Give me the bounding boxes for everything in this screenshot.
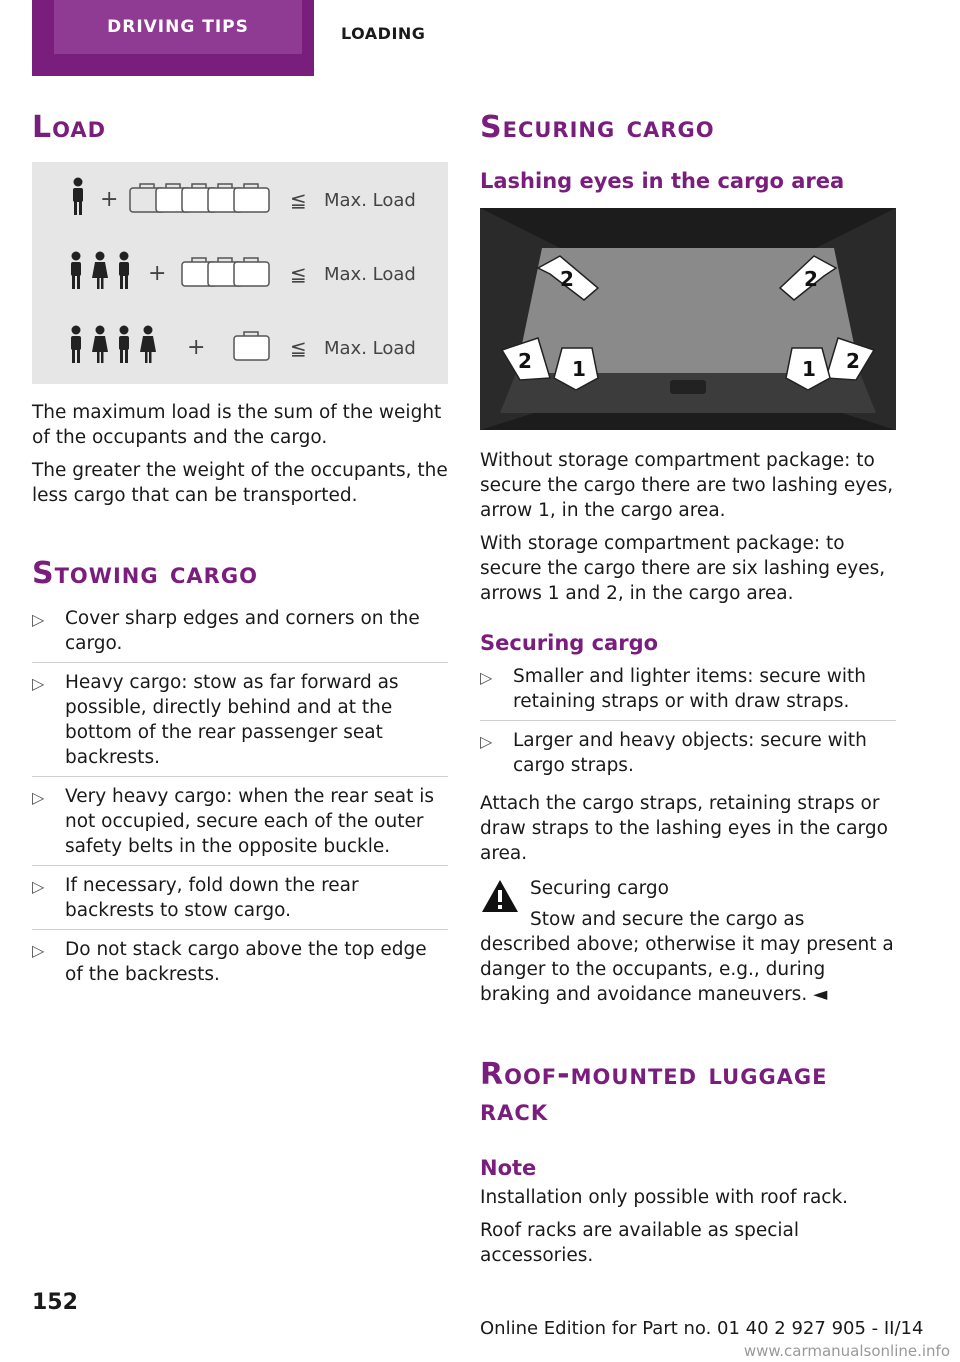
watermark: www.carmanualsonline.info: [743, 1342, 950, 1360]
edition-footer: Online Edition for Part no. 01 40 2 927 905 - II/14: [480, 1318, 924, 1339]
securing-paragraph-2: With storage compartment package: to secure the cargo there are six lashing eyes, arrows 1 and 2, in the cargo area.: [480, 533, 886, 604]
list-item: ▷ Larger and heavy objects: secure with cargo straps.: [480, 730, 867, 776]
suitcase-icon: [234, 332, 269, 360]
list-item: ▷ Cover sharp edges and corners on the cargo.: [32, 606, 448, 663]
max-load-label: Max. Load: [324, 264, 416, 285]
securing-cargo-subheading: Securing cargo: [480, 631, 659, 655]
section-title: LOADING: [341, 24, 426, 43]
max-load-label: Max. Load: [324, 338, 416, 359]
warning-text: Stow and secure the cargo as described above; otherwise it may present a danger to the occupants, e.g., during braking and avoidance maneuvers. ◄: [480, 909, 894, 1005]
triangle-bullet-icon: ▷: [480, 732, 493, 751]
roof-paragraph-2: Roof racks are available as special accessories.: [480, 1220, 799, 1266]
svg-text:+: +: [187, 335, 206, 360]
chapter-tab: [32, 0, 314, 76]
roof-rack-heading: Roof-mounted luggage rack: [480, 1057, 828, 1128]
svg-text:+: +: [148, 261, 167, 286]
triangle-bullet-icon: ▷: [32, 610, 45, 629]
list-item: ▷ If necessary, fold down the rear backrests to stow cargo.: [32, 873, 448, 930]
svg-text:≦: ≦: [290, 336, 307, 360]
load-figure: [32, 162, 448, 384]
securing-paragraph-1: Without storage compartment package: to secure the cargo there are two lashing eyes, arrow 1, in the cargo area.: [480, 450, 894, 521]
max-load-label: Max. Load: [324, 190, 416, 211]
securing-paragraph-3: Attach the cargo straps, retaining straps or draw straps to the lashing eyes in the cargo area.: [480, 793, 888, 864]
list-item: ▷ Do not stack cargo above the top edge of the backrests.: [32, 939, 427, 985]
arrow-label: 2: [518, 349, 532, 373]
list-item: ▷ Very heavy cargo: when the rear seat is not occupied, secure each of the outer safety belts in the opposite buckle.: [32, 784, 448, 866]
suitcase-icon: [182, 258, 269, 286]
list-item: ▷ Smaller and lighter items: secure with retaining straps or with draw straps.: [480, 664, 896, 721]
page-number: 152: [32, 1290, 78, 1315]
triangle-bullet-icon: ▷: [480, 668, 493, 687]
arrow-label: 2: [804, 267, 818, 291]
chapter-title: DRIVING TIPS: [54, 0, 302, 54]
left-column: [32, 110, 448, 1000]
right-column: [480, 110, 896, 1268]
arrow-label: 2: [846, 349, 860, 373]
arrow-label: 1: [572, 357, 586, 381]
securing-heading: Securing cargo: [480, 110, 715, 145]
note-heading: Note: [480, 1156, 537, 1180]
warning-box: [480, 876, 896, 1007]
load-heading: Load: [32, 110, 107, 145]
svg-text:≦: ≦: [290, 188, 307, 212]
load-paragraph-1: The maximum load is the sum of the weight of the occupants and the cargo.: [32, 402, 442, 448]
stowing-heading: Stowing cargo: [32, 556, 258, 591]
warning-title: Securing cargo: [530, 878, 669, 899]
stowing-list: [32, 606, 448, 993]
securing-list: [480, 664, 896, 784]
triangle-bullet-icon: ▷: [32, 674, 45, 693]
cargo-area-photo: [480, 208, 896, 430]
load-paragraph-2: The greater the weight of the occupants, the less cargo that can be transported.: [32, 460, 448, 506]
warning-triangle-icon: [480, 878, 520, 914]
arrow-label: 2: [560, 267, 574, 291]
arrow-label: 1: [802, 357, 816, 381]
svg-text:≦: ≦: [290, 262, 307, 286]
triangle-bullet-icon: ▷: [32, 941, 45, 960]
triangle-bullet-icon: ▷: [32, 788, 45, 807]
list-item: ▷ Heavy cargo: stow as far forward as possible, directly behind and at the bottom of the rear passenger seat backrests.: [32, 670, 448, 777]
end-mark: ◄: [813, 984, 828, 1005]
svg-text:+: +: [100, 187, 119, 212]
triangle-bullet-icon: ▷: [32, 877, 45, 896]
roof-paragraph-1: Installation only possible with roof rack.: [480, 1187, 849, 1208]
lashing-eyes-subheading: Lashing eyes in the cargo area: [480, 169, 845, 193]
